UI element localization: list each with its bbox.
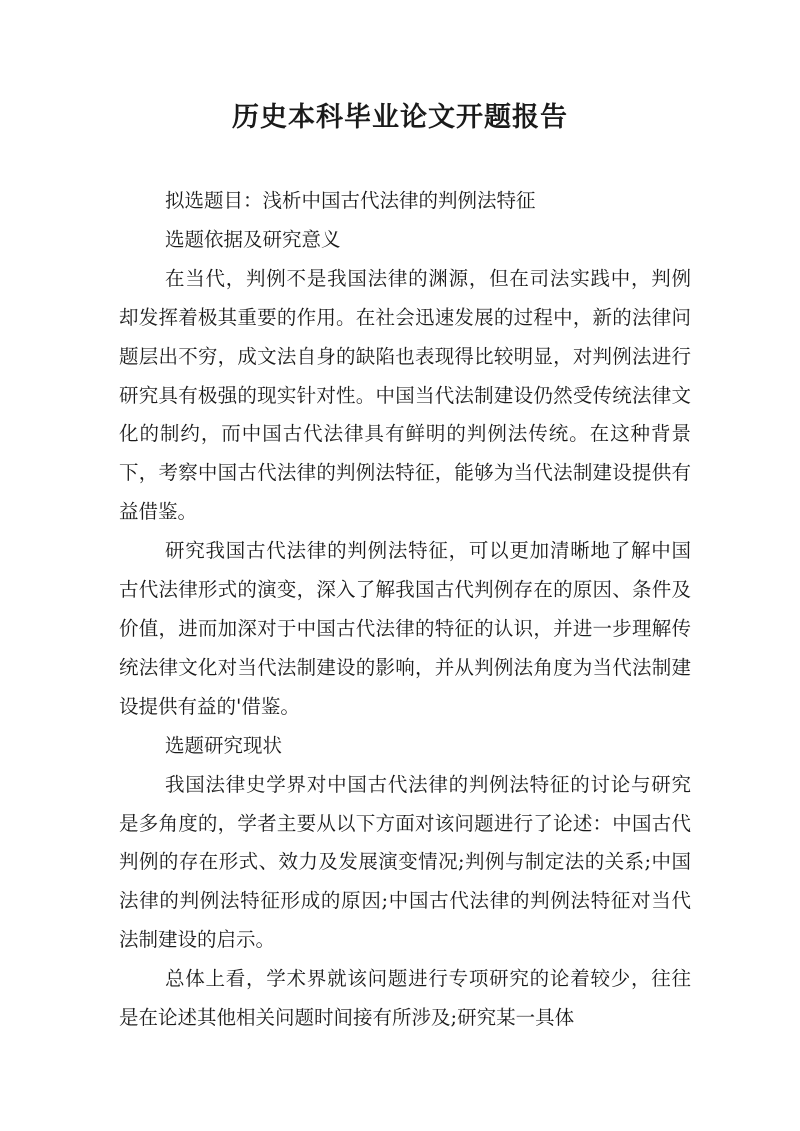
document-body xyxy=(119,182,691,1038)
paragraph: 我国法律史学界对中国古代法律的判例法特征的讨论与研究是多角度的，学者主要从以下方面对该问题进行了论述：中国古代判例的存在形式、效力及发展演变情况;判例与制定法的关系;中国法律的判例法特征形成的原因;中国古代法律的判例法特征对当代法制建设的启示。 xyxy=(119,772,691,952)
section-heading-basis: 选题依据及研究意义 xyxy=(165,227,341,251)
document-title: 历史本科毕业论文开题报告 xyxy=(232,102,568,133)
paragraph: 研究我国古代法律的判例法特征，可以更加清晰地了解中国古代法律形式的演变，深入了解我国古代判例存在的原因、条件及价值，进而加深对于中国古代法律的特征的认识，并进一步理解传统法律文化对当代法制建设的影响，并从判例法角度为当代法制建设提供有益的'借鉴。 xyxy=(119,539,691,718)
section-heading-status: 选题研究现状 xyxy=(165,733,283,757)
paragraph: 总体上看，学术界就该问题进行专项研究的论着较少，往往是在论述其他相关问题时间接有所涉及;研究某一具体 xyxy=(119,967,691,1030)
paragraph: 在当代，判例不是我国法律的渊源，但在司法实践中，判例却发挥着极其重要的作用。在社会迅速发展的过程中，新的法律问题层出不穷，成文法自身的缺陷也表现得比较明显，对判例法进行研究具有极强的现实针对性。中国当代法制建设仍然受传统法律文化的制约，而中国古代法律具有鲜明的判例法传统。在这种背景下，考察中国古代法律的判例法特征，能够为当代法制建设提供有益借鉴。 xyxy=(119,266,691,524)
topic-line: 拟选题目：浅析中国古代法律的判例法特征 xyxy=(165,189,536,212)
